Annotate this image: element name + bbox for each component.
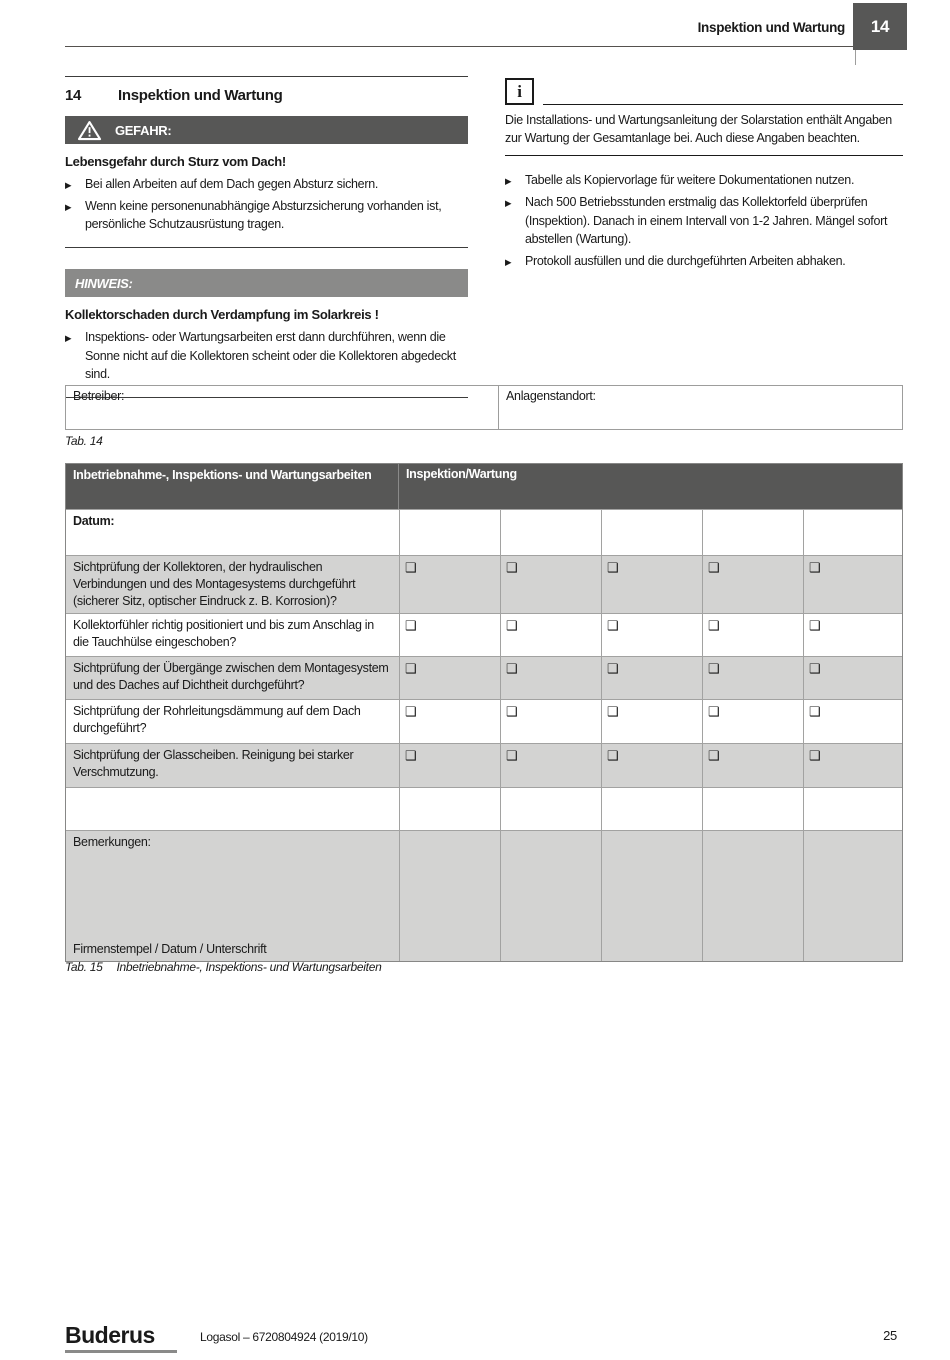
bullet-text: Nach 500 Betriebsstunden erstmalig das Kollektorfeld überprüfen (Inspektion). Danach in einem Intervall von 1-2 Jahren. Mängel sofort abstellen (Wartung). xyxy=(525,195,888,246)
bullet-arrow-icon: ▶ xyxy=(505,176,512,187)
checkbox-icon[interactable]: ❑ xyxy=(405,618,417,633)
tab15-caption xyxy=(65,960,381,974)
checkbox-cell xyxy=(500,744,601,787)
table-row xyxy=(66,699,902,743)
bullet-arrow-icon: ▶ xyxy=(65,180,72,190)
checkbox-cell xyxy=(702,614,803,656)
column-header-inspection: Inspektion/Wartung xyxy=(406,467,517,481)
checkbox-icon[interactable]: ❑ xyxy=(809,748,821,763)
notice-title: Kollektorschaden durch Verdampfung im Solarkreis ! xyxy=(65,307,379,323)
right-column xyxy=(505,78,903,274)
checkbox-icon[interactable]: ❑ xyxy=(506,748,518,763)
bullet-item xyxy=(505,252,903,270)
table-header-row xyxy=(66,464,902,509)
empty-cell xyxy=(500,831,601,961)
buderus-logo: Buderus xyxy=(65,1322,155,1348)
empty-cell xyxy=(803,788,904,830)
checkbox-icon[interactable]: ❑ xyxy=(607,618,619,633)
notice-body xyxy=(65,297,468,397)
empty-cell xyxy=(803,510,904,555)
checkbox-icon[interactable]: ❑ xyxy=(405,748,417,763)
task-label-cell: Kollektorfühler richtig positioniert und bis zum Anschlag in die Tauchhülse eingeschoben? xyxy=(73,618,374,649)
buderus-logo-underline xyxy=(65,1350,177,1353)
task-label-cell: Datum: xyxy=(73,514,115,528)
bullet-arrow-icon: ▶ xyxy=(65,333,72,344)
empty-cell xyxy=(702,788,803,830)
left-column xyxy=(65,76,468,398)
checkbox-cell xyxy=(399,657,500,699)
checkbox-cell xyxy=(500,700,601,743)
bullet-arrow-icon: ▶ xyxy=(505,198,512,209)
checkbox-icon[interactable]: ❑ xyxy=(708,560,720,575)
section-number: 14 xyxy=(65,87,82,104)
checkbox-cell xyxy=(399,614,500,656)
table-row xyxy=(66,830,902,961)
operator-table xyxy=(65,385,903,430)
task-label-cell xyxy=(66,831,399,961)
table-row xyxy=(66,613,902,656)
checkbox-cell xyxy=(803,700,904,743)
section-heading xyxy=(65,76,468,116)
table-row xyxy=(66,555,902,613)
checkbox-icon[interactable]: ❑ xyxy=(405,704,417,719)
bullet-text: Tabelle als Kopiervorlage für weitere Dokumentationen nutzen. xyxy=(525,173,855,188)
checkbox-icon[interactable]: ❑ xyxy=(809,560,821,575)
bullet-item xyxy=(65,175,468,193)
danger-banner xyxy=(65,116,468,144)
empty-cell xyxy=(601,788,702,830)
checkbox-cell xyxy=(500,556,601,613)
checkbox-icon[interactable]: ❑ xyxy=(708,748,720,763)
checkbox-icon[interactable]: ❑ xyxy=(607,704,619,719)
task-label-cell xyxy=(66,788,399,830)
empty-cell xyxy=(399,788,500,830)
checkbox-icon[interactable]: ❑ xyxy=(809,618,821,633)
empty-cell xyxy=(399,831,500,961)
tab15-caption-text: Inbetriebnahme-, Inspektions- und Wartungsarbeiten xyxy=(116,960,382,974)
header-tick xyxy=(855,50,856,65)
empty-cell xyxy=(702,510,803,555)
bullet-text: Inspektions- oder Wartungsarbeiten erst dann durchführen, wenn die Sonne nicht auf die Kollektoren scheint oder die Kollektoren abgedeckt sind. xyxy=(85,330,456,381)
empty-cell xyxy=(601,831,702,961)
checkbox-cell xyxy=(399,556,500,613)
checkbox-icon[interactable]: ❑ xyxy=(607,661,619,676)
empty-cell xyxy=(500,510,601,555)
table-row xyxy=(66,509,902,555)
notice-bullet-list xyxy=(65,328,468,382)
checkbox-icon[interactable]: ❑ xyxy=(405,560,417,575)
tab14-caption: Tab. 14 xyxy=(65,434,103,448)
bullet-text: Wenn keine personenunabhängige Absturzsicherung vorhanden ist, persönliche Schutzausrüstung tragen. xyxy=(85,199,442,232)
document-reference: Logasol – 6720804924 (2019/10) xyxy=(200,1330,368,1344)
bullet-item xyxy=(65,328,468,382)
maintenance-table-body xyxy=(66,509,902,961)
chapter-number: 14 xyxy=(870,16,890,36)
maintenance-table xyxy=(65,463,903,962)
task-label-cell: Sichtprüfung der Rohrleitungsdämmung auf dem Dach durchgeführt? xyxy=(73,704,361,735)
checkbox-cell xyxy=(601,556,702,613)
empty-cell xyxy=(601,510,702,555)
checkbox-icon[interactable]: ❑ xyxy=(708,704,720,719)
danger-title: Lebensgefahr durch Sturz vom Dach! xyxy=(65,154,286,169)
checkbox-icon[interactable]: ❑ xyxy=(708,661,720,676)
checkbox-cell xyxy=(601,700,702,743)
task-label-cell: Sichtprüfung der Glasscheiben. Reinigung bei starker Verschmutzung. xyxy=(73,748,354,779)
checkbox-icon[interactable]: ❑ xyxy=(809,661,821,676)
checkbox-icon[interactable]: ❑ xyxy=(607,560,619,575)
remarks-label: Bemerkungen: xyxy=(73,835,151,849)
checkbox-cell xyxy=(500,657,601,699)
danger-bullet-list xyxy=(65,175,468,233)
bullet-item xyxy=(505,193,903,247)
bullet-item xyxy=(505,171,903,189)
checkbox-cell xyxy=(803,744,904,787)
running-header-title: Inspektion und Wartung xyxy=(697,20,845,35)
bullet-text: Protokoll ausfüllen und die durchgeführten Arbeiten abhaken. xyxy=(525,253,846,268)
notice-banner-label: HINWEIS: xyxy=(75,275,133,291)
checkbox-cell xyxy=(601,744,702,787)
task-label-cell: Sichtprüfung der Übergänge zwischen dem Montagesystem und des Daches auf Dichtheit durchgeführt? xyxy=(73,661,389,692)
checkbox-cell xyxy=(702,700,803,743)
instruction-bullet-list xyxy=(505,171,903,270)
bullet-item xyxy=(65,197,468,233)
tab15-caption-prefix: Tab. 15 xyxy=(65,960,103,974)
empty-cell xyxy=(803,831,904,961)
checkbox-icon[interactable]: ❑ xyxy=(809,704,821,719)
checkbox-icon[interactable]: ❑ xyxy=(405,661,417,676)
checkbox-icon[interactable]: ❑ xyxy=(506,560,518,575)
form-field-label: Betreiber: xyxy=(66,386,499,429)
column-header-tasks: Inbetriebnahme-, Inspektions- und Wartungsarbeiten xyxy=(66,464,399,509)
empty-cell xyxy=(399,510,500,555)
page-number: 25 xyxy=(883,1328,897,1343)
table-row xyxy=(66,743,902,787)
section-title: Inspektion und Wartung xyxy=(118,87,283,104)
bullet-arrow-icon: ▶ xyxy=(505,256,512,267)
info-icon-glyph: i xyxy=(517,81,522,101)
checkbox-cell xyxy=(803,614,904,656)
danger-banner-label: GEFAHR: xyxy=(115,122,172,138)
table-row xyxy=(66,656,902,699)
form-field-label: Anlagenstandort: xyxy=(506,389,596,403)
checkbox-cell xyxy=(803,657,904,699)
header-rule xyxy=(65,46,853,47)
bullet-text: Bei allen Arbeiten auf dem Dach gegen Absturz sichern. xyxy=(85,177,379,191)
checkbox-icon[interactable]: ❑ xyxy=(506,661,518,676)
checkbox-icon[interactable]: ❑ xyxy=(708,618,720,633)
checkbox-cell xyxy=(500,614,601,656)
notice-section xyxy=(65,269,468,397)
checkbox-icon[interactable]: ❑ xyxy=(607,748,619,763)
danger-body xyxy=(65,144,468,248)
empty-cell xyxy=(500,788,601,830)
task-label-cell: Sichtprüfung der Kollektoren, der hydraulischen Verbindungen und des Montagesystems durchgeführt (sicherer Sitz, optischer Eindruck z. B. Korrosion)? xyxy=(73,560,356,608)
chapter-number-box xyxy=(853,3,907,50)
warning-triangle-icon xyxy=(77,120,102,141)
notice-banner xyxy=(65,269,468,297)
checkbox-cell xyxy=(601,657,702,699)
checkbox-cell xyxy=(702,657,803,699)
checkbox-cell xyxy=(399,700,500,743)
bullet-arrow-icon: ▶ xyxy=(65,202,72,213)
checkbox-icon[interactable]: ❑ xyxy=(506,704,518,719)
checkbox-cell xyxy=(702,744,803,787)
checkbox-icon[interactable]: ❑ xyxy=(506,618,518,633)
stamp-signature-label: Firmenstempel / Datum / Unterschrift xyxy=(73,942,267,957)
info-note-text: Die Installations- und Wartungsanleitung der Solarstation enthält Angaben zur Wartung der Gesamtanlage bei. Auch diese Angaben beachten. xyxy=(505,106,903,156)
info-icon xyxy=(505,78,534,105)
checkbox-cell xyxy=(399,744,500,787)
info-note-header xyxy=(505,78,903,106)
checkbox-cell xyxy=(601,614,702,656)
checkbox-cell xyxy=(702,556,803,613)
empty-cell xyxy=(702,831,803,961)
table-row xyxy=(66,787,902,830)
checkbox-cell xyxy=(803,556,904,613)
info-rule xyxy=(543,104,903,105)
